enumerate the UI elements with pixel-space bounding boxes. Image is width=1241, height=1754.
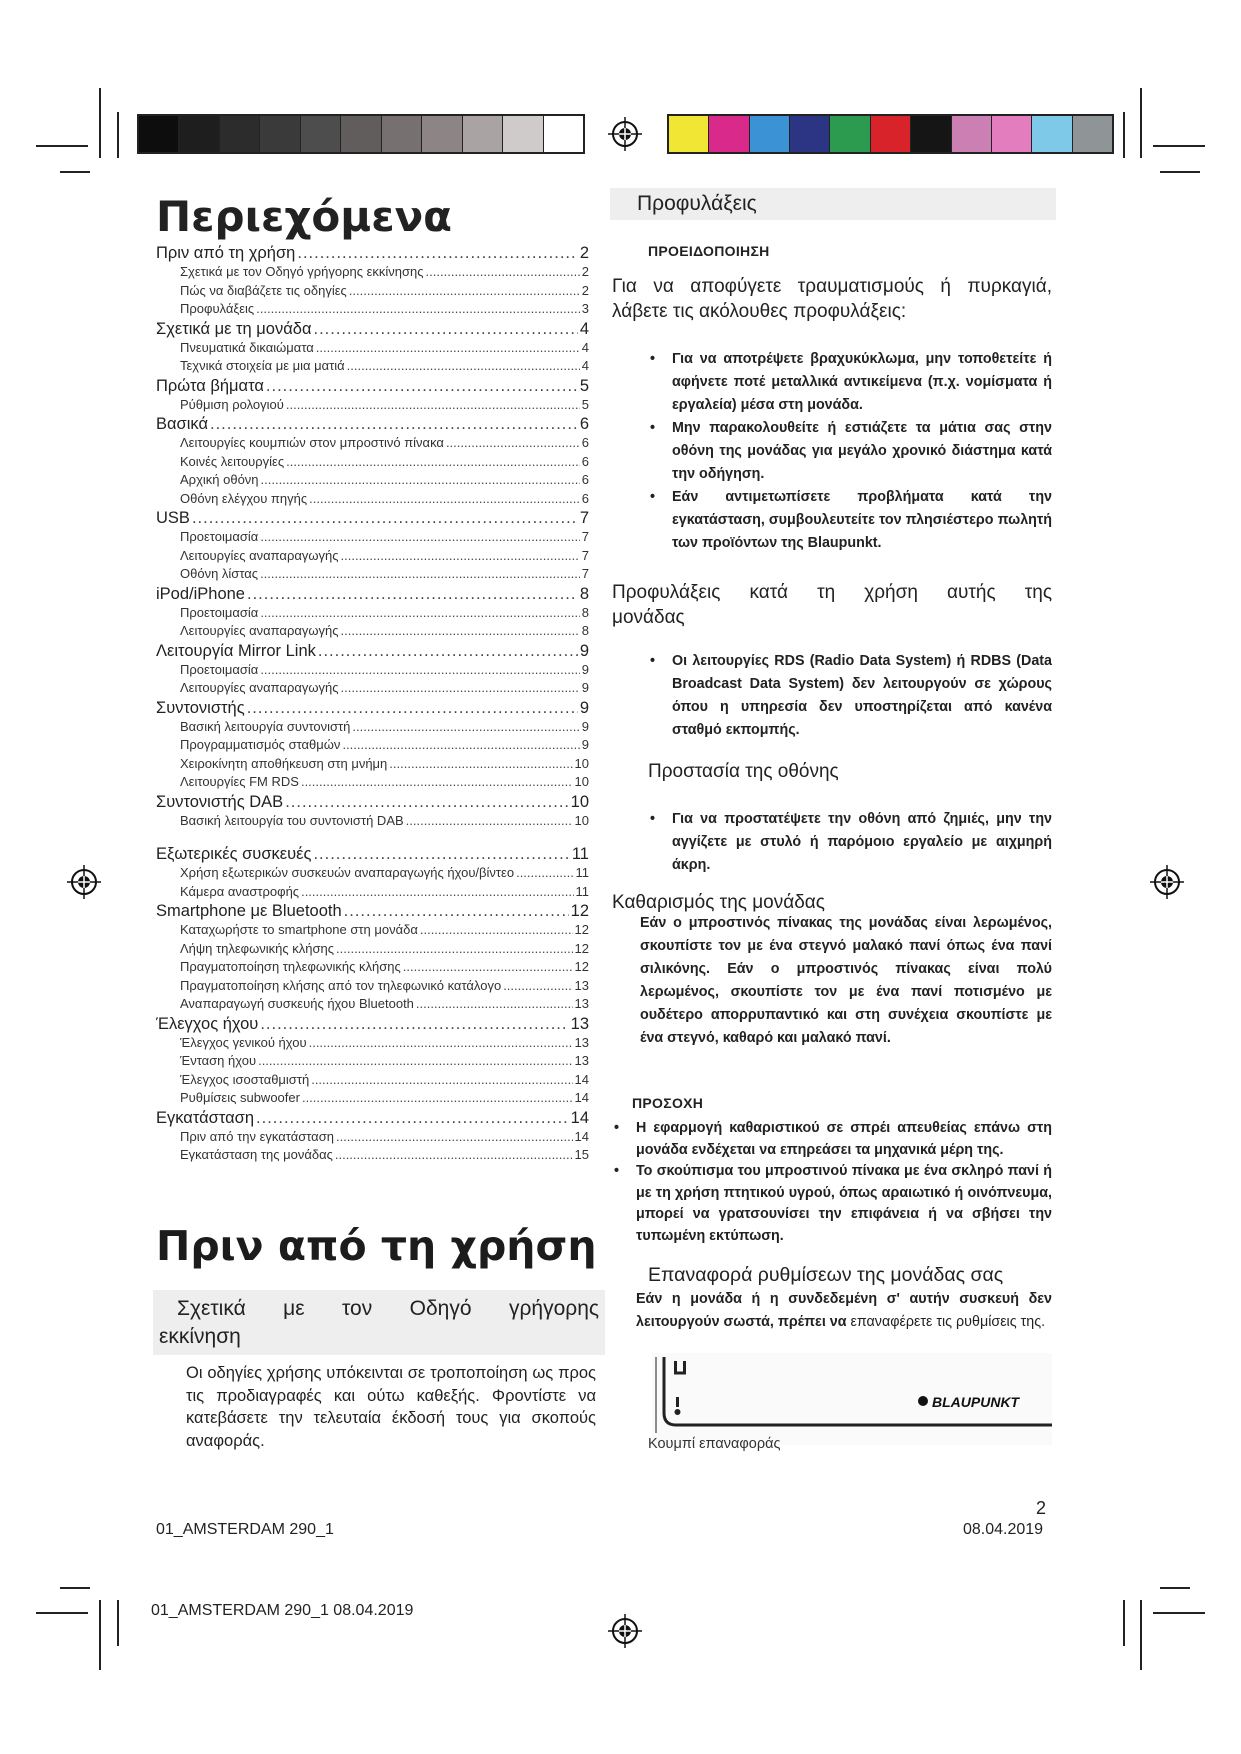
color-swatch	[951, 116, 991, 152]
toc-spacer	[156, 831, 589, 845]
toc-entry-text: Προετοιμασία	[180, 604, 259, 620]
toc-entry-page: 13	[574, 1053, 589, 1068]
crop-mark	[1160, 171, 1200, 173]
toc-entry-page: 6	[581, 435, 589, 450]
toc-entry-page: 13	[574, 996, 589, 1011]
toc-entry-page: 11	[575, 883, 589, 899]
toc-section-entry[interactable]	[156, 865, 589, 884]
usage-heading-line1: Προφυλάξεις κατά τη χρήση αυτής της	[612, 582, 1052, 603]
toc-section-entry[interactable]	[156, 605, 589, 624]
toc-section-entry[interactable]	[156, 1053, 589, 1072]
toc-entry-text: Πρώτα βήματα	[156, 376, 264, 395]
registration-mark-icon	[608, 117, 642, 151]
toc-leader-dots	[420, 922, 573, 937]
toc-entry-page: 9	[581, 680, 589, 695]
toc-entry-text: Πώς να διαβάζετε τις οδηγίες	[180, 282, 347, 298]
color-swatch	[421, 116, 461, 152]
color-swatch	[749, 116, 789, 152]
toc-leader-dots	[403, 959, 573, 974]
toc-leader-dots	[260, 529, 579, 544]
toc-section-entry[interactable]	[156, 774, 589, 793]
toc-entry-text: Σχετικά με τη μονάδα	[156, 319, 312, 338]
toc-entry-text: Πνευματικά δικαιώματα	[180, 339, 314, 355]
toc-entry-text: Προφυλάξεις	[180, 301, 255, 316]
quick-guide-heading	[159, 1295, 599, 1351]
table-of-contents	[156, 244, 589, 1166]
toc-leader-dots	[260, 605, 579, 620]
toc-leader-dots	[311, 1072, 572, 1087]
toc-entry-text: Smartphone με Bluetooth	[156, 902, 342, 920]
color-swatch	[669, 116, 708, 152]
toc-entry-text: Έλεγχος ήχου	[156, 1014, 259, 1033]
toc-leader-dots	[260, 566, 580, 581]
toc-chapter-entry[interactable]	[156, 902, 589, 922]
device-brand-text: BLAUPUNKT	[932, 1394, 1020, 1410]
color-swatch	[991, 116, 1031, 152]
toc-entry-text: Συντονιστής	[156, 698, 245, 717]
toc-leader-dots	[336, 941, 573, 956]
caution-item: • Το σκούπισμα του μπροστινού πίνακα με ένα σκληρό πανί ή με τη χρήση πτητικού υγρού, όπως αραιωτικό ή οινόπνευμα, μπορεί να γρατσουνίσει την επιφάνεια ή να σβήσει την τυπωμένη εκτύπωση.	[636, 1161, 1052, 1247]
crop-mark	[1153, 145, 1205, 147]
crop-mark	[60, 1587, 90, 1589]
toc-leader-dots	[309, 1035, 573, 1050]
quick-guide-heading-line1: Σχετικά με τον Οδηγό γρήγορης	[177, 1297, 599, 1320]
usage-heading-line2: μονάδας	[612, 607, 685, 628]
toc-section-entry[interactable]	[156, 813, 589, 832]
warning-item: • Για να αποτρέψετε βραχυκύκλωμα, μην τοποθετείτε ή αφήνετε ποτέ μεταλλικά αντικείμενα (π.χ. νομίσματα ή εργαλεία) μέσα στη μονάδα.	[672, 348, 1052, 417]
toc-entry-text: Λειτουργίες FM RDS	[180, 774, 299, 789]
toc-entry-page: 9	[581, 661, 589, 677]
toc-leader-dots	[344, 902, 569, 921]
toc-section-entry[interactable]	[156, 756, 589, 775]
toc-entry-text: Πραγματοποίηση τηλεφωνικής κλήσης	[180, 959, 401, 974]
toc-entry-page: 9	[581, 718, 589, 734]
toc-leader-dots	[416, 996, 573, 1011]
color-swatch	[910, 116, 950, 152]
head-unit-reset-illustration	[652, 1353, 1052, 1445]
registration-mark-icon	[1150, 865, 1184, 899]
toc-leader-dots	[318, 642, 578, 661]
toc-entry-text: Κοινές λειτουργίες	[180, 453, 285, 469]
toc-leader-dots	[247, 699, 578, 718]
toc-entry-page: 10	[574, 812, 589, 828]
toc-entry-page: 9	[581, 737, 589, 752]
toc-leader-dots	[341, 548, 580, 563]
toc-entry-page: 15	[574, 1147, 589, 1162]
toc-entry-page: 6	[579, 415, 589, 433]
print-slug: 01_AMSTERDAM 290_1 08.04.2019	[151, 1602, 414, 1619]
toc-entry-page: 11	[571, 845, 589, 863]
page-number: 2	[1036, 1498, 1047, 1518]
quick-guide-heading-line2: εκκίνηση	[159, 1325, 241, 1348]
toc-leader-dots	[314, 320, 578, 339]
color-swatch	[381, 116, 421, 152]
toc-leader-dots	[261, 472, 580, 487]
toc-entry-page: 4	[579, 319, 589, 338]
toc-leader-dots	[260, 662, 579, 677]
toc-entry-text: Κάμερα αναστροφής	[180, 883, 300, 899]
toc-entry-page: 5	[581, 396, 589, 412]
color-swatch	[870, 116, 910, 152]
quick-guide-text: Οι οδηγίες χρήσης υπόκεινται σε τροποποίηση ως προς τις προδιαγραφές και ούτω καθεξής. Φροντίστε να κατεβάσετε την τελευταία έκδοσή τους για σκοπούς αναφοράς.	[186, 1364, 596, 1450]
toc-entry-page: 13	[574, 977, 589, 993]
precautions-heading-box	[610, 188, 1056, 220]
toc-section-entry[interactable]	[156, 884, 589, 903]
toc-leader-dots	[336, 1129, 573, 1144]
toc-leader-dots	[210, 415, 578, 434]
screen-protection-heading: Προστασία της οθόνης	[648, 761, 839, 782]
crop-mark	[1140, 88, 1142, 158]
grayscale-color-bar	[137, 114, 585, 154]
toc-entry-text: Βασική λειτουργία συντονιστή	[180, 718, 351, 734]
toc-entry-text: Λήψη τηλεφωνικής κλήσης	[180, 940, 335, 956]
toc-chapter-entry[interactable]	[156, 585, 589, 605]
toc-leader-dots	[302, 1090, 573, 1105]
caution-list	[636, 1118, 1052, 1247]
toc-entry-text: USB	[156, 509, 190, 527]
cleaning-heading: Καθαρισμός της μονάδας	[612, 892, 825, 913]
toc-leader-dots	[192, 509, 578, 528]
toc-entry-text: Εγκατάσταση	[156, 1108, 255, 1127]
toc-entry-page: 13	[574, 1034, 589, 1050]
color-swatch	[178, 116, 218, 152]
toc-chapter-entry[interactable]	[156, 845, 589, 865]
crop-mark	[1140, 1600, 1142, 1670]
crop-mark	[36, 145, 88, 147]
toc-entry-page: 14	[570, 1108, 589, 1127]
toc-entry-text: Προετοιμασία	[180, 529, 259, 544]
toc-entry-page: 5	[579, 376, 589, 395]
warning-item: • Μην παρακολουθείτε ή εστιάζετε τα μάτια σας στην οθόνη της μονάδας για μεγάλο χρονικό διάστημα κατά την οδήγηση.	[672, 417, 1052, 486]
toc-leader-dots	[349, 283, 580, 298]
toc-entry-page: 4	[581, 339, 589, 355]
toc-leader-dots	[313, 845, 569, 864]
footer-date: 08.04.2019	[963, 1521, 1044, 1538]
toc-leader-dots	[256, 1109, 569, 1128]
toc-leader-dots	[286, 397, 580, 412]
warning-lead: Για να αποφύγετε τραυματισμούς ή πυρκαγιά, λάβετε τις ακόλουθες προφυλάξεις:	[612, 276, 1052, 322]
toc-leader-dots	[309, 491, 580, 506]
toc-entry-text: Βασική λειτουργία του συντονιστή DAB	[180, 812, 404, 828]
toc-leader-dots	[352, 719, 579, 734]
toc-section-entry[interactable]	[156, 680, 589, 699]
toc-entry-text: Βασικά	[156, 415, 208, 433]
toc-section-entry[interactable]	[156, 1035, 589, 1054]
toc-section-entry[interactable]	[156, 1072, 589, 1091]
toc-section-entry[interactable]	[156, 623, 589, 642]
toc-entry-text: Ρυθμίσεις subwoofer	[180, 1090, 300, 1105]
color-swatch	[219, 116, 259, 152]
toc-entry-text: Συντονιστής DAB	[156, 792, 284, 811]
toc-entry-page: 8	[579, 584, 589, 603]
toc-entry-page: 9	[579, 641, 589, 660]
toc-leader-dots	[347, 358, 580, 373]
toc-entry-page: 2	[581, 282, 589, 298]
toc-leader-dots	[297, 244, 577, 263]
toc-section-entry[interactable]	[156, 472, 589, 491]
cleaning-text: Εάν ο μπροστινός πίνακας της μονάδας είναι λερωμένος, σκουπίστε τον με ένα στεγνό μαλακό πανί όπως ένα πανί σιλικόνης. Εάν ο μπροστινός πίνακας είναι πολύ λερωμένος, σκουπίστε τον με ένα πανί ποτισμένο με ουδέτερο απορρυπαντικό και στη συνέχεια σκουπίστε με ένα στεγνό, καθαρό και μαλακό πανί.	[640, 915, 1052, 1046]
toc-section-entry[interactable]	[156, 566, 589, 585]
toc-entry-page: 10	[570, 792, 589, 811]
toc-section-entry[interactable]	[156, 719, 589, 738]
toc-entry-page: 6	[581, 472, 589, 487]
toc-entry-text: Οθόνη ελέγχου πηγής	[180, 490, 308, 506]
toc-leader-dots	[341, 623, 580, 638]
toc-entry-page: 2	[581, 264, 589, 279]
toc-entry-text: Λειτουργίες αναπαραγωγής	[180, 547, 339, 563]
toc-section-entry[interactable]	[156, 1129, 589, 1148]
toc-entry-text: Λειτουργία Mirror Link	[156, 641, 316, 660]
toc-entry-text: Σχετικά με τον Οδηγό γρήγορης εκκίνησης	[180, 264, 424, 279]
usage-item: • Οι λειτουργίες RDS (Radio Data System) ή RDBS (Data Broadcast Data System) δεν λειτουργούν σε χώρους όπου η υπηρεσία δεν υποστηρίζεται από κανένα σταθμό εκπομπής.	[672, 650, 1052, 742]
color-swatch	[462, 116, 502, 152]
toc-section-entry[interactable]	[156, 548, 589, 567]
registration-mark-icon	[608, 1614, 642, 1648]
toc-entry-page: 2	[579, 244, 589, 262]
toc-chapter-entry[interactable]	[156, 509, 589, 529]
toc-section-entry[interactable]	[156, 662, 589, 681]
toc-leader-dots	[446, 435, 580, 450]
toc-chapter-entry[interactable]	[156, 415, 589, 435]
toc-entry-page: 7	[579, 509, 589, 527]
toc-leader-dots	[426, 264, 580, 279]
toc-entry-text: Ρύθμιση ρολογιού	[180, 396, 284, 412]
toc-chapter-entry[interactable]	[156, 1109, 589, 1129]
toc-chapter-entry[interactable]	[156, 642, 589, 662]
registration-mark-icon	[67, 865, 101, 899]
section-title-before-use: Πριν από τη χρήση	[156, 1222, 597, 1270]
toc-section-entry[interactable]	[156, 397, 589, 416]
toc-leader-dots	[389, 756, 572, 771]
toc-entry-text: Πριν από την εγκατάσταση	[180, 1128, 334, 1144]
screen-protection-list	[672, 808, 1052, 877]
color-swatch	[502, 116, 542, 152]
toc-chapter-entry[interactable]	[156, 377, 589, 397]
toc-leader-dots	[258, 1053, 572, 1068]
toc-entry-page: 8	[581, 604, 589, 620]
color-swatch	[340, 116, 380, 152]
toc-section-entry[interactable]	[156, 1147, 589, 1166]
toc-entry-text: Λειτουργίες κουμπιών στον μπροστινό πίνακα	[180, 435, 444, 450]
toc-section-entry[interactable]	[156, 996, 589, 1015]
toc-entry-page: 7	[581, 547, 589, 563]
toc-section-entry[interactable]	[156, 922, 589, 941]
toc-entry-page: 4	[581, 358, 589, 373]
toc-chapter-entry[interactable]	[156, 244, 589, 264]
toc-entry-text: Έλεγχος γενικού ήχου	[180, 1034, 307, 1050]
toc-entry-page: 12	[574, 922, 589, 937]
toc-entry-text: Χρήση εξωτερικών συσκευών αναπαραγωγής ήχου/βίντεο	[180, 865, 515, 880]
toc-section-entry[interactable]	[156, 454, 589, 473]
color-swatch	[1031, 116, 1071, 152]
toc-chapter-entry[interactable]	[156, 320, 589, 340]
color-swatch	[789, 116, 829, 152]
toc-leader-dots	[247, 585, 578, 604]
toc-chapter-entry[interactable]	[156, 1015, 589, 1035]
toc-section-entry[interactable]	[156, 978, 589, 997]
toc-entry-text: Προετοιμασία	[180, 661, 259, 677]
crop-mark	[99, 1600, 101, 1670]
toc-leader-dots	[406, 813, 573, 828]
toc-leader-dots	[286, 454, 580, 469]
usage-list	[672, 650, 1052, 742]
toc-entry-text: Προγραμματισμός σταθμών	[180, 737, 341, 752]
reset-button-caption: Κουμπί επαναφοράς	[648, 1436, 781, 1452]
toc-entry-text: Αρχική οθόνη	[180, 472, 259, 487]
toc-entry-page: 13	[570, 1014, 589, 1033]
toc-entry-page: 7	[581, 566, 589, 581]
toc-entry-text: Πριν από τη χρήση	[156, 244, 296, 262]
toc-title: Περιεχόμενα	[156, 192, 453, 241]
color-swatch	[139, 116, 178, 152]
crop-mark	[1123, 1600, 1125, 1646]
process-color-bar	[667, 114, 1114, 154]
toc-section-entry[interactable]	[156, 1090, 589, 1109]
toc-entry-page: 14	[574, 1090, 589, 1105]
warning-item: • Εάν αντιμετωπίσετε προβλήματα κατά την εγκατάσταση, συμβουλευτείτε τον πλησιέστερο πωλητή των προϊόντων της Blaupunkt.	[672, 486, 1052, 555]
toc-section-entry[interactable]	[156, 737, 589, 756]
caution-item: • Η εφαρμογή καθαριστικού σε σπρέι απευθείας επάνω στη μονάδα ενδέχεται να επηρεάσει τα μηχανικά μέρη της.	[636, 1118, 1052, 1161]
toc-leader-dots	[285, 793, 568, 812]
toc-entry-page: 6	[581, 453, 589, 469]
toc-entry-text: Εγκατάσταση της μονάδας	[180, 1147, 333, 1162]
toc-entry-text: Οθόνη λίστας	[180, 566, 259, 581]
crop-mark	[1123, 112, 1125, 158]
toc-leader-dots	[335, 1147, 573, 1162]
quick-guide-heading-box	[153, 1290, 605, 1355]
color-swatch	[708, 116, 748, 152]
footer-doc-id: 01_AMSTERDAM 290_1	[156, 1521, 334, 1538]
usage-precautions-heading	[612, 580, 1052, 630]
toc-entry-text: Εξωτερικές συσκευές	[156, 845, 312, 863]
reset-text-bold: Εάν η μονάδα ή η συνδεδεμένη σ' αυτήν συσκευή δεν λειτουργούν σωστά, πρέπει να	[636, 1291, 1052, 1330]
toc-entry-page: 12	[570, 902, 589, 920]
toc-section-entry[interactable]	[156, 264, 589, 283]
toc-entry-page: 14	[574, 1071, 589, 1087]
toc-section-entry[interactable]	[156, 491, 589, 510]
toc-leader-dots	[342, 737, 579, 752]
toc-entry-text: Καταχωρήστε το smartphone στη μονάδα	[180, 922, 418, 937]
screen-item: • Για να προστατέψετε την οθόνη από ζημιές, μην την αγγίζετε με στυλό ή παρόμοιο εργαλείο με αιχμηρή άκρη.	[672, 808, 1052, 877]
toc-entry-text: Χειροκίνητη αποθήκευση στη μνήμη	[180, 755, 388, 771]
toc-leader-dots	[516, 865, 573, 880]
toc-entry-page: 9	[579, 698, 589, 717]
color-swatch	[829, 116, 869, 152]
toc-entry-page: 11	[575, 865, 589, 880]
toc-entry-page: 12	[574, 940, 589, 956]
crop-mark	[36, 1612, 88, 1614]
crop-mark	[1153, 1612, 1205, 1614]
toc-entry-page: 10	[574, 755, 589, 771]
toc-leader-dots	[256, 301, 580, 316]
toc-entry-text: Πραγματοποίηση κλήσης από τον τηλεφωνικό κατάλογο	[180, 977, 502, 993]
toc-leader-dots	[316, 340, 580, 355]
toc-chapter-entry[interactable]	[156, 699, 589, 719]
toc-leader-dots	[260, 1015, 568, 1034]
toc-entry-page: 12	[574, 959, 589, 974]
toc-entry-page: 3	[581, 301, 589, 316]
toc-leader-dots	[301, 774, 573, 789]
crop-mark	[117, 1600, 119, 1646]
toc-entry-page: 7	[581, 529, 589, 544]
toc-chapter-entry[interactable]	[156, 793, 589, 813]
toc-leader-dots	[341, 680, 580, 695]
toc-entry-text: Τεχνικά στοιχεία με μια ματιά	[180, 358, 345, 373]
color-swatch	[543, 116, 583, 152]
toc-section-entry[interactable]	[156, 301, 589, 320]
toc-section-entry[interactable]	[156, 529, 589, 548]
toc-section-entry[interactable]	[156, 283, 589, 302]
toc-entry-text: Έλεγχος ισοσταθμιστή	[180, 1071, 310, 1087]
toc-entry-text: Αναπαραγωγή συσκευής ήχου Bluetooth	[180, 996, 414, 1011]
toc-entry-page: 14	[574, 1128, 589, 1144]
warning-list	[672, 348, 1052, 555]
toc-entry-page: 10	[574, 774, 589, 789]
precautions-title: Προφυλάξεις	[637, 192, 757, 215]
color-swatch	[1072, 116, 1112, 152]
toc-entry-page: 8	[581, 623, 589, 638]
crop-mark	[99, 88, 101, 158]
reset-heading: Επαναφορά ρυθμίσεων της μονάδας σας	[648, 1264, 1004, 1286]
warning-label: ΠΡΟΕΙΔΟΠΟΙΗΣΗ	[648, 243, 770, 259]
reset-text-rest: επαναφέρετε τις ρυθμίσεις της.	[846, 1314, 1046, 1330]
crop-mark	[117, 112, 119, 158]
toc-section-entry[interactable]	[156, 340, 589, 359]
toc-leader-dots	[503, 978, 572, 993]
toc-entry-text: Ένταση ήχου	[180, 1053, 257, 1068]
toc-entry-text: Λειτουργίες αναπαραγωγής	[180, 623, 339, 638]
toc-entry-text: iPod/iPhone	[156, 584, 245, 603]
toc-section-entry[interactable]	[156, 941, 589, 960]
color-swatch	[300, 116, 340, 152]
crop-mark	[1160, 1587, 1190, 1589]
crop-mark	[60, 171, 90, 173]
toc-entry-page: 6	[581, 490, 589, 506]
toc-leader-dots	[301, 884, 573, 899]
toc-section-entry[interactable]	[156, 959, 589, 978]
toc-section-entry[interactable]	[156, 358, 589, 377]
caution-label: ΠΡΟΣΟΧΗ	[632, 1095, 704, 1111]
toc-entry-text: Λειτουργίες αναπαραγωγής	[180, 680, 339, 695]
color-swatch	[259, 116, 299, 152]
toc-section-entry[interactable]	[156, 435, 589, 454]
toc-leader-dots	[266, 377, 578, 396]
reset-text	[636, 1288, 1052, 1334]
